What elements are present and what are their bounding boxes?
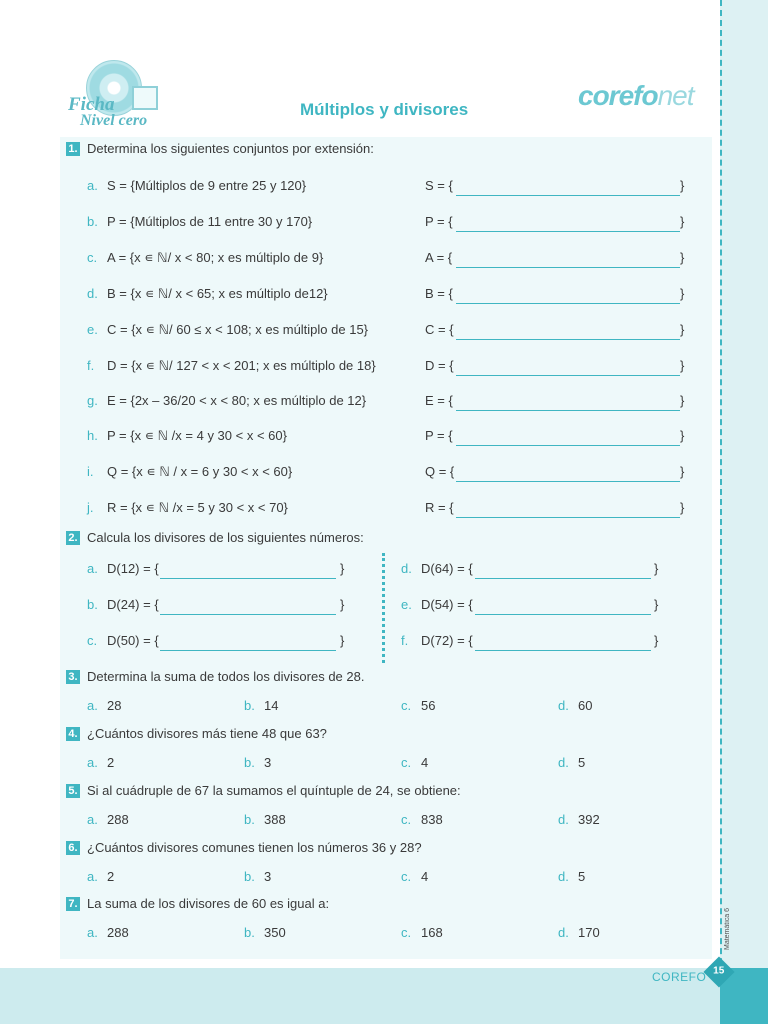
item-statement: R = {x ∊ ℕ /x = 5 y 30 < x < 70} [107, 500, 288, 515]
answer-prefix: R = { [425, 500, 454, 515]
option-value[interactable]: 28 [107, 698, 122, 713]
answer-closing-brace: } [680, 286, 685, 301]
option-letter[interactable]: c. [401, 755, 412, 770]
option-value[interactable]: 5 [578, 869, 586, 884]
answer-blank-line[interactable] [160, 650, 336, 651]
item-letter: d. [87, 286, 98, 301]
answer-closing-brace: } [680, 500, 685, 515]
answer-prefix: P = { [425, 214, 453, 229]
option-value[interactable]: 838 [421, 812, 443, 827]
answer-prefix: B = { [425, 286, 453, 301]
answer-blank-line[interactable] [456, 267, 680, 268]
option-letter[interactable]: a. [87, 698, 98, 713]
option-letter[interactable]: d. [558, 869, 569, 884]
option-value[interactable]: 392 [578, 812, 600, 827]
question-prompt: La suma de los divisores de 60 es igual a: [87, 896, 330, 911]
question-prompt: Si al cuádruple de 67 la sumamos el quíntuple de 24, se obtiene: [87, 783, 461, 798]
option-letter[interactable]: b. [244, 812, 255, 827]
option-letter[interactable]: c. [401, 869, 412, 884]
calendar-icon [132, 86, 158, 110]
answer-prefix: E = { [425, 393, 453, 408]
item-letter: a. [87, 178, 98, 193]
item-statement: E = {2x – 36/20 < x < 80; x es múltiplo de 12} [107, 393, 367, 408]
answer-prefix: A = { [425, 250, 453, 265]
answer-closing-brace: } [680, 178, 685, 193]
item-statement: P = {Múltiplos de 11 entre 30 y 170} [107, 214, 313, 229]
option-value[interactable]: 4 [421, 869, 429, 884]
option-value[interactable]: 4 [421, 755, 429, 770]
answer-prefix: D = { [425, 358, 454, 373]
option-letter[interactable]: d. [558, 755, 569, 770]
item-letter: j. [87, 500, 94, 515]
option-value[interactable]: 3 [264, 869, 272, 884]
option-letter[interactable]: d. [558, 812, 569, 827]
worksheet-panel [60, 137, 712, 959]
item-letter: a. [87, 561, 98, 576]
question-prompt: Calcula los divisores de los siguientes números: [87, 530, 364, 545]
answer-blank-line[interactable] [456, 481, 680, 482]
question-number: 2. [66, 531, 80, 545]
logo-net-text: net [657, 80, 694, 111]
item-statement: S = {Múltiplos de 9 entre 25 y 120} [107, 178, 307, 193]
answer-closing-brace: } [680, 250, 685, 265]
item-letter: i. [87, 464, 94, 479]
option-value[interactable]: 56 [421, 698, 436, 713]
item-letter: h. [87, 428, 98, 443]
question-prompt: Determina los siguientes conjuntos por extensión: [87, 141, 374, 156]
side-subject-label: Matemática 6 [724, 907, 731, 950]
option-letter[interactable]: a. [87, 925, 98, 940]
option-value[interactable]: 168 [421, 925, 443, 940]
option-value[interactable]: 14 [264, 698, 279, 713]
answer-closing-brace: } [654, 597, 659, 612]
option-value[interactable]: 3 [264, 755, 272, 770]
item-letter: e. [401, 597, 412, 612]
ficha-nivel-cero-logo [62, 58, 172, 132]
option-letter[interactable]: b. [244, 869, 255, 884]
option-value[interactable]: 2 [107, 869, 115, 884]
item-statement: Q = {x ∊ ℕ / x = 6 y 30 < x < 60} [107, 464, 293, 479]
option-letter[interactable]: d. [558, 925, 569, 940]
answer-closing-brace: } [340, 561, 345, 576]
option-letter[interactable]: a. [87, 869, 98, 884]
item-statement: P = {x ∊ ℕ /x = 4 y 30 < x < 60} [107, 428, 287, 443]
question-prompt: ¿Cuántos divisores comunes tienen los números 36 y 28? [87, 840, 422, 855]
item-statement: A = {x ∊ ℕ/ x < 80; x es múltiplo de 9} [107, 250, 324, 265]
option-value[interactable]: 2 [107, 755, 115, 770]
answer-blank-line[interactable] [475, 578, 651, 579]
question-prompt: Determina la suma de todos los divisores de 28. [87, 669, 365, 684]
answer-closing-brace: } [680, 322, 685, 337]
answer-closing-brace: } [680, 393, 685, 408]
divisor-set-label: D(64) = { [421, 561, 473, 576]
answer-blank-line[interactable] [456, 445, 680, 446]
answer-closing-brace: } [680, 464, 685, 479]
option-value[interactable]: 288 [107, 925, 129, 940]
option-value[interactable]: 60 [578, 698, 593, 713]
answer-prefix: P = { [425, 428, 453, 443]
logo-nivel-text: Nivel cero [80, 112, 148, 129]
divisor-set-label: D(72) = { [421, 633, 473, 648]
divisor-set-label: D(50) = { [107, 633, 159, 648]
question-number: 1. [66, 142, 80, 156]
answer-blank-line[interactable] [456, 303, 680, 304]
question-number: 4. [66, 727, 80, 741]
answer-blank-line[interactable] [456, 517, 680, 518]
option-letter[interactable]: b. [244, 925, 255, 940]
page-number: 15 [713, 966, 725, 977]
option-letter[interactable]: a. [87, 812, 98, 827]
option-letter[interactable]: b. [244, 698, 255, 713]
option-letter[interactable]: d. [558, 698, 569, 713]
item-letter: f. [87, 358, 95, 373]
logo-ficha-text: Ficha [68, 94, 115, 115]
answer-closing-brace: } [680, 428, 685, 443]
item-letter: d. [401, 561, 412, 576]
question-number: 5. [66, 784, 80, 798]
question-number: 6. [66, 841, 80, 855]
footer-brand: COREFO [652, 970, 707, 984]
option-value[interactable]: 350 [264, 925, 286, 940]
item-letter: c. [87, 250, 98, 265]
answer-blank-line[interactable] [160, 614, 336, 615]
divisor-set-label: D(24) = { [107, 597, 159, 612]
answer-prefix: S = { [425, 178, 453, 193]
option-value[interactable]: 288 [107, 812, 129, 827]
logo-corefo-text: corefo [578, 80, 658, 111]
item-letter: c. [87, 633, 98, 648]
corefo-net-logo [578, 80, 694, 112]
answer-blank-line[interactable] [475, 650, 651, 651]
answer-closing-brace: } [654, 561, 659, 576]
answer-closing-brace: } [654, 633, 659, 648]
divisor-set-label: D(54) = { [421, 597, 473, 612]
option-letter[interactable]: c. [401, 812, 412, 827]
option-value[interactable]: 170 [578, 925, 600, 940]
item-statement: B = {x ∊ ℕ/ x < 65; x es múltiplo de12} [107, 286, 328, 301]
answer-closing-brace: } [680, 358, 685, 373]
right-margin-strip [720, 0, 768, 1024]
answer-prefix: C = { [425, 322, 454, 337]
option-value[interactable]: 388 [264, 812, 286, 827]
question-number: 3. [66, 670, 80, 684]
item-letter: f. [401, 633, 409, 648]
answer-closing-brace: } [680, 214, 685, 229]
footer-band [0, 968, 720, 1024]
divisor-set-label: D(12) = { [107, 561, 159, 576]
answer-prefix: Q = { [425, 464, 455, 479]
question-prompt: ¿Cuántos divisores más tiene 48 que 63? [87, 726, 327, 741]
answer-blank-line[interactable] [475, 614, 651, 615]
item-letter: g. [87, 393, 98, 408]
option-letter[interactable]: c. [401, 698, 412, 713]
question-number: 7. [66, 897, 80, 911]
item-statement: C = {x ∊ ℕ/ 60 ≤ x < 108; x es múltiplo de 15} [107, 322, 369, 337]
column-divider [382, 553, 385, 663]
answer-blank-line[interactable] [456, 339, 680, 340]
page-title: Múltiplos y divisores [300, 100, 469, 119]
option-letter[interactable]: c. [401, 925, 412, 940]
item-letter: b. [87, 214, 98, 229]
answer-closing-brace: } [340, 597, 345, 612]
answer-blank-line[interactable] [456, 195, 680, 196]
answer-blank-line[interactable] [456, 410, 680, 411]
item-statement: D = {x ∊ ℕ/ 127 < x < 201; x es múltiplo de 18} [107, 358, 376, 373]
option-value[interactable]: 5 [578, 755, 586, 770]
answer-blank-line[interactable] [160, 578, 336, 579]
option-letter[interactable]: a. [87, 755, 98, 770]
item-letter: b. [87, 597, 98, 612]
item-letter: e. [87, 322, 98, 337]
option-letter[interactable]: b. [244, 755, 255, 770]
answer-blank-line[interactable] [456, 375, 680, 376]
answer-blank-line[interactable] [456, 231, 680, 232]
answer-closing-brace: } [340, 633, 345, 648]
